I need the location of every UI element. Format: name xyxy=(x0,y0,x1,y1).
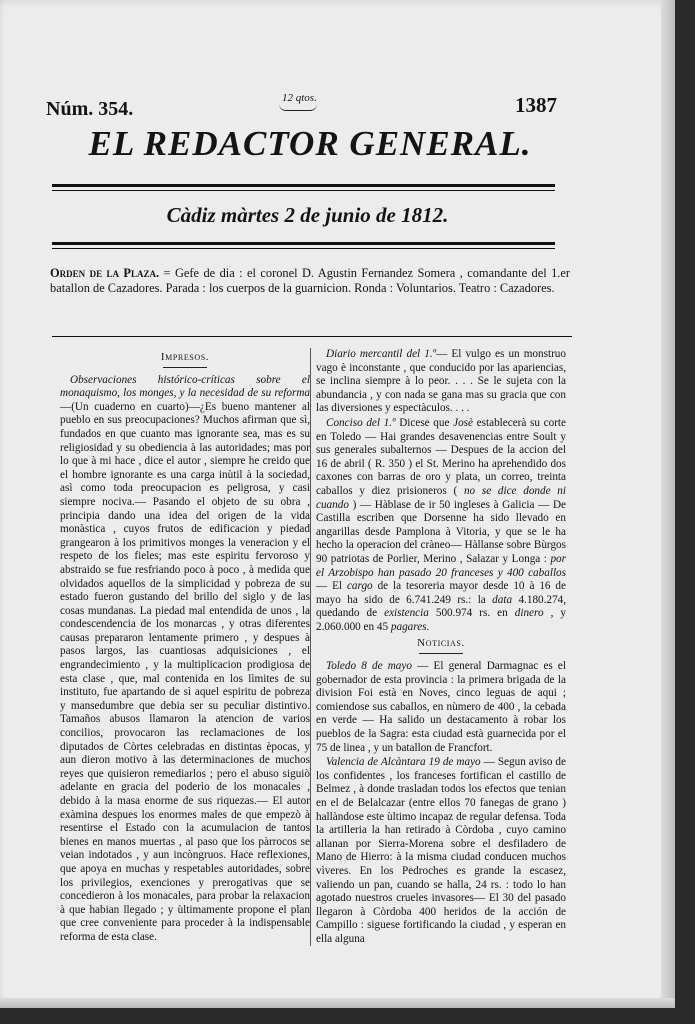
diario-item xyxy=(316,348,566,416)
conciso-text-c: ) — Hàblase de ir 50 ingleses à Galicia — De Castilla escriben que Dorsenne ha sido llevado en angarillas desde Pamplona à Vitoria, y que se le ha hecho la operacion del cràneo— Hàllanse sobre Bùrgos 90 patriotas de Porlier, Merino , Salazar y Longa : xyxy=(316,498,566,565)
diario-text: — El vulgo es un monstruo vago è inconstante , que conducido por las apariencias, se inclina siempre à lo peor. . . . Se le sujeta con la abundancia , y con nada se gana mas su gracia que con las diversiones y espectàculos. . . . xyxy=(316,348,566,415)
dateline: Càdiz màrtes 2 de junio de 1812. xyxy=(166,203,449,227)
section-rule xyxy=(52,336,572,337)
conciso-lead: Conciso del 1.º xyxy=(326,416,396,429)
noticias-valencia xyxy=(316,756,566,946)
conciso-text-b: establecerà su corte en Toledo — Hai grandes desavenencias entre Soult y sus generales subalternos — Despues de la accion del 16 de abril ( R. 350 ) el St. Merino ha aprehendido dos caxones con barras de oro y plata, un correo, treinta caballos y diez prisioneros ( xyxy=(316,416,566,497)
toledo-lead: Toledo 8 de mayo xyxy=(326,660,412,673)
impresos-title: Observaciones histórico-críticas sobre el monaquismo, los monges, y la necesidad de su reforma xyxy=(60,373,310,400)
orden-text: = Gefe de dia : el coronel D. Agustin Fernandez Somera , comandante del 1.er batallon de Cazadores. Parada : los cuerpos de la guarnicion. Ronda : Voluntarios. Teatro : Cazadores. xyxy=(50,266,571,295)
column-divider xyxy=(310,348,311,946)
conciso-item xyxy=(316,417,566,635)
left-column xyxy=(60,348,310,946)
noticias-heading-rule xyxy=(419,653,463,654)
page-number: 1387 xyxy=(515,93,557,117)
noticias-heading: Noticias. xyxy=(417,637,465,650)
diario-lead: Diario mercantil del 1.º xyxy=(326,348,437,360)
masthead-title: EL REDACTOR GENERAL. xyxy=(88,124,532,163)
conciso-text-h: , y 2.060.000 en 45 xyxy=(316,607,566,633)
issue-number: Núm. 354. xyxy=(46,98,134,120)
format-note: 12 qtos. xyxy=(282,92,317,111)
conciso-text-d: — El xyxy=(316,580,347,593)
conciso-pagares: pagares xyxy=(390,620,427,633)
conciso-text-i: . xyxy=(426,620,430,633)
conciso-data: data xyxy=(492,593,513,606)
masthead-rule-bottom xyxy=(52,242,555,249)
impresos-heading-rule xyxy=(163,367,207,368)
toledo-text: — El general Darmagnac es el gobernador de esta provincia : la primera brigada de la division Foi està en Noves, cinco leguas de aqui ; comiendose sus caballos, en nùmero de 400 , la cebada en verde — Ha salido un destacamento à robar los pueblos de la Sagra: esta ciudad està guarnecida por el 75 de linea , y un batallon de Francfort. xyxy=(316,660,567,754)
conciso-text-e: de la tesoreria mayor desde 10 à 16 de mayo ha sido de 6.741.249 rs.: la xyxy=(316,580,566,606)
valencia-lead: Valencia de Alcàntara 19 de mayo xyxy=(326,756,481,769)
conciso-note: no se dice donde ni cuando xyxy=(316,484,567,511)
masthead-rule-top xyxy=(52,184,555,191)
orden-lead: Orden de la Plaza. xyxy=(50,266,160,280)
conciso-text-a: Dicese que xyxy=(395,416,454,429)
conciso-text-g: 500.974 rs. en xyxy=(428,607,515,620)
valencia-text: — Segun aviso de los confidentes , los franceses fortifican el castillo de Belmez , à donde trasladan todos los efectos que tenian en el de Belalcazar (entre ellos 70 fanegas de grano ) hallàndose este ùltimo incapaz de regular defensa. Toda la artilleria la han retirado à Còrdoba , cuyo camino allanan por Sierra-Morena sobre el desfiladero de Mano de Hierro: à la misma ciudad conducen muchos vìveres. En los Pedroches es grande la escasez, valiendo un pan, cuando se halla, 24 rs. : todo lo han agotado nuestros crueles invasores— El 30 del pasado llegaron à Còrdoba 400 heridos de la acción de Campillo : siguese fortificando la ciudad , y esperan en ella alguna xyxy=(316,756,566,945)
impresos-heading: Impresos. xyxy=(160,351,210,363)
impresos-body: —(Un cuaderno en cuarto)—¿Es bueno mantener al pueblo en sus preocupaciones? Muchos afirman que sì, fundados en que cuanto mas ignorante sea, mas es su religiosidad y su obediencia à las autoridades; mas por lo que à mi hace , dice el autor , siempre he creido que el hombre ignorante es una carga inùtil à la sociedad, asì como toda preocupacion es peligrosa, y casi siempre nociva.— Pasando el objeto de su obra , principia dando una idea del origen de la vida monàstica , cuyos frutos de edificacion y piedad grangearon à los primitivos monges la veneracion y el respeto de los fieles; mas este espiritu fervoroso y abstraido se fue resfriando poco à poco , à medida que olvidados aquellos de la simplicidad y pobreza de su estado fueron gustando del brillo del siglo y de las cosas mundanas. La piedad mal entendida de unos , la condescendencia de los monarcas , y otras diferentes causas prepararon lentamente primero , y despues à pasos largos, las cuantiosas adquisiciones , el engrandecimiento , y la multiplicacion prodigiosa de esta clase , que, mal contenida en los lìmites de su instituto, fue apartando de sì aquel espiritu de pobreza y mansedumbre que debia ser su peculiar distintivo. Tamaños abusos llamaron la atencion de varios concilios, provocaron las reclamaciones de los diputados de Còrtes celebradas en distintas èpocas, y aun dieron motivo à las determinaciones de muchos reyes que quisieron remediarlos ; pero el abuso siguiò adelante en gracia del poderìo de los monacales , debido à la masa enorme de sus riquezas.— El autor exàmina despues los enormes males de que empezò à resentirse el Estado con la acumulacion de tantos bienes en manos muertas , al paso que los pàrrocos se veian indotados , y aun incòngruos. Hace reflexiones, que apoya en muchas y respetables autoridades, sobre los privilegios, exenciones y prerogativas que se concedieron à los monacales, para probar la relaxacion à que habian llegado ; y ùltimamente propone el plan que cree conveniente para proceder à la indispensable reforma de esta clase. xyxy=(60,400,310,943)
impresos-article xyxy=(60,374,310,945)
conciso-note2: por el Arzobispo han pasado 20 franceses y 400 caballos xyxy=(316,552,566,579)
conciso-existencia: existencia xyxy=(384,607,429,620)
conciso-name: Josè xyxy=(453,416,474,429)
right-column xyxy=(316,348,566,948)
conciso-cargo: cargo xyxy=(346,580,373,593)
noticias-toledo xyxy=(316,660,566,755)
conciso-text-f: 4.180.274, quedando de xyxy=(316,593,566,620)
conciso-dinero: dinero xyxy=(514,607,544,620)
orden-de-la-plaza xyxy=(50,266,570,296)
